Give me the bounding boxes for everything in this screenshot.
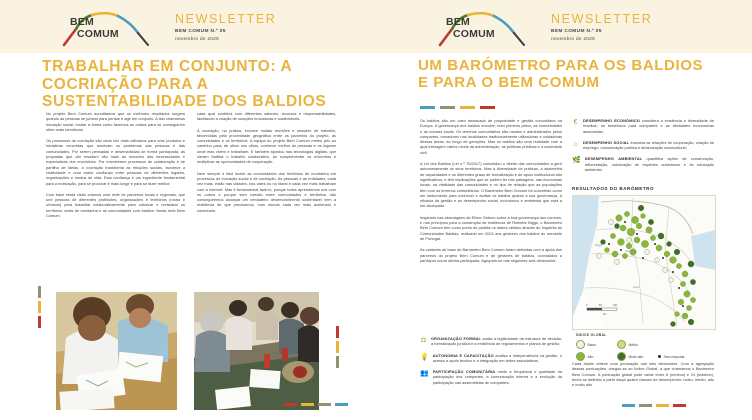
list-item xyxy=(420,353,562,364)
svg-text:100: 100 xyxy=(613,304,617,307)
svg-text:Braga: Braga xyxy=(595,244,602,247)
list-item-text xyxy=(583,140,714,151)
bottom-dashes-p2 xyxy=(622,404,686,407)
list-item xyxy=(572,156,714,172)
results-section-title: RESULTADOS DO BARÓMETRO xyxy=(572,186,655,191)
paragraph: Nem sempre é fácil incluir as comunidades dos territórios de montanha em processos de inovação social e de cocriação. As pessoas e as entidades, cada vez mais, estão nas cidades, nos vales ou no litoral e cada vez mais trabalham com a Internet. Mas é fundamental fazê-lo, porque todos aprendemos uns com os outros e porque sem coesão entre comunidades e territórios não conseguiremos alcançar um verdadeiro desenvolvimento sustentável nem a resiliência de que precisamos, num mundo cada vez mais acelerado e conectado. xyxy=(197,170,336,213)
newsletter-label: NEWSLETTER xyxy=(175,12,277,26)
legend-swatch xyxy=(658,355,661,358)
list-item-text xyxy=(583,118,714,134)
list-item-text xyxy=(433,369,562,385)
logo-wordmark xyxy=(446,17,495,39)
list-item-body: analisa a independência na gestão, o acesso a apoio técnico e a integração em redes associativas; xyxy=(432,352,562,363)
paragraph: A cocriação, na prática, envolve muitas reuniões e sessões de trabalho, favorecidas pela proximidade geográfica entre os parceiros do projeto, as comunidades e os territórios. A equipa do projeto Bem Comum meteu pés ao caminho para, de olhos nos olhos, conhecer melhor as pessoas e os lugares onde elas vivem e trabalham. E também apostou nas tecnologias digitais, que vieram facilitar o trabalho colaborativo, ao complementar os encontros e multiplicar as oportunidades de cooperação. xyxy=(197,127,336,165)
svg-text:Viseu: Viseu xyxy=(633,286,640,289)
balanca-icon: ⚖ xyxy=(420,337,427,344)
list-item-title: DESEMPENHO AMBIENTAL xyxy=(584,156,643,162)
folha-icon: 🌿 xyxy=(572,157,581,165)
legend-swatch xyxy=(576,352,585,361)
list-item xyxy=(572,118,714,134)
bottom-dashes-p1 xyxy=(284,403,348,406)
column-left-p2 xyxy=(420,118,562,269)
legend-swatch xyxy=(617,352,626,361)
legend-item-medio xyxy=(617,340,655,349)
column-right-p1 xyxy=(197,111,336,224)
paragraph: Com base nesta visão criamos uma rede de parceiros locais e regionais, que une pessoas de diferentes profissões, organizações e territórios (rurais e urbanos) para trabalhar colaborativamente para valorizar e revitalizar os territórios rurais de montanha e as comunidades com baldios. Nesta rede Bem Comum xyxy=(46,191,185,219)
logo-word-2: COMUM xyxy=(77,28,119,40)
svg-text:km: km xyxy=(603,313,607,316)
list-item xyxy=(420,369,562,385)
legend-label: Médio xyxy=(628,342,638,347)
body-columns-p1 xyxy=(46,111,336,224)
issue-number: BEM COMUM N.º 05 xyxy=(175,29,226,34)
logo-word-2: COMUM xyxy=(453,28,495,40)
list-item-body: quantifica ações de conservação, reflorestação, valorização de espécies autóctones e de educação ambiental. xyxy=(584,156,714,173)
list-item-body: avalia a legitimidade da estrutura de decisão, a formalização jurídica e a existência de regulamentos e planos de gestão; xyxy=(431,336,562,347)
list-item-title: DESEMPENHO ECONÓMICO xyxy=(583,118,640,123)
masthead-page-2 xyxy=(376,0,752,53)
list-item-body: mede a frequência e qualidade da participação dos compartes, a comunicação interna e a evolução da participação nas assembleias de compartes; xyxy=(432,369,562,385)
paragraph: cada qual contribui com diferentes saberes, recursos e responsabilidades, facilitando a criação de soluções inovadoras e sustentáveis. xyxy=(197,111,336,122)
map-legend xyxy=(576,333,716,364)
page-title: TRABALHAR EM CONJUNTO: A COCRIAÇÃO PARA A SUSTENTABILIDADE DOS BALDIOS xyxy=(42,58,327,110)
moeda-icon: € xyxy=(573,119,578,126)
list-item-text xyxy=(431,336,562,347)
page-2 xyxy=(376,0,752,420)
issue-date: novembro de 2025 xyxy=(175,37,220,42)
right-accent-bars-p1 xyxy=(336,326,339,368)
list-item-text xyxy=(433,353,562,364)
legend-row xyxy=(576,340,716,349)
legend-label: Baixo xyxy=(587,342,596,347)
column-left-p1 xyxy=(46,111,185,224)
logo-word-1: BEM xyxy=(446,16,470,28)
title-dashes-p2 xyxy=(420,106,495,109)
photo-illustration xyxy=(194,292,319,410)
barometro-caption: Cada baldio obteve uma pontuação nas seis dimensões. Com a agregação dessas pontuações, chegou-se ao Índice Global, a que chamámos o Barómetro Bem Comum. A pontuação global pode variar entre 6 (mínimo) e 24 (máximo), tendo se definido a partir daqui quatro classes de desempenho: baixo, médio, alto e muito alto. xyxy=(572,361,714,388)
masthead-page-1 xyxy=(0,0,376,53)
list-item xyxy=(572,140,714,151)
left-accent-bars-p1 xyxy=(38,286,41,328)
legend-title: ÍNDICE GLOBAL xyxy=(576,333,607,337)
paragraph: Os processos de cocriação são cada vez mais utilizados para criar produtos e iniciativas concretas que resolvam os problemas das pessoas e das comunidades. Por serem pensadas e desenvolvidas de forma participada, as propostas que daí resultam vão mais ao encontro das necessidades e expectativas dos envolvidos. Por envolverem processos de colaboração e de partilha de ideias, a cocriação transforma as relações sociais, favorece a criatividade e uma maior confiança entre pessoas de diferentes lugares, organizações e modos de vida. Esta confiança é um ingrediente fundamental para a motivação, para se procurar ir mais longe e para se fazer melhor. xyxy=(46,138,185,186)
logo-wordmark xyxy=(70,17,119,39)
list-item xyxy=(420,336,562,347)
svg-text:50: 50 xyxy=(599,304,602,307)
photo-illustration xyxy=(56,292,177,410)
legend-label: Alto xyxy=(587,354,594,359)
legend-item-baixo xyxy=(576,340,614,349)
list-item-body: considera a existência e diversidade de receitas, os benefícios para compartes e as atividades económicas associadas; xyxy=(583,118,714,134)
list-item-title: ORGANIZAÇÃO FORMAL xyxy=(431,336,482,341)
legend-item-alto xyxy=(576,352,614,361)
photo-sessao-trabalho xyxy=(194,292,319,410)
list-item-title: DESEMPENHO SOCIAL xyxy=(583,139,630,145)
list-item-title: PARTICIPAÇÃO COMUNITÁRIA xyxy=(432,369,496,375)
legend-label: Muito alto xyxy=(628,354,644,359)
masthead-text-block xyxy=(551,13,652,43)
page-title: UM BARÓMETRO PARA OS BALDIOS E PARA O BEM COMUM xyxy=(418,57,704,91)
casa-icon: ⌂ xyxy=(573,140,578,148)
logo-word-1: BEM xyxy=(70,16,94,28)
photo-cocriacao-mapas xyxy=(56,292,177,410)
legend-item-sem-resposta xyxy=(658,355,684,359)
issue-date: novembro de 2025 xyxy=(551,37,596,42)
bem-comum-logo xyxy=(432,9,542,47)
pessoas-icon: 👥 xyxy=(420,370,429,378)
paragraph: A Lei dos Baldios (Lei n.º 75/2017) consolidou o direito das comunidades a gerir autonomamente os seus territórios. Mas a diversidade de práticas, a assimetria de capacidades e os diferentes graus de formalização e de apoio institucional são significativos, e têm implicações que se podem ler nas paisagens, nas economias locais, na vitalidade das comunidades e no tipo de relação que as populações têm com os terrenos comunitários. O Barómetro Bem Comum foi concebido como um instrumento para conhecer e avaliar os baldios quanto à sua governança, à eficácia da gestão e ao desempenho social, económico e ambiental que está a ser alcançado. xyxy=(420,161,562,209)
paragraph: No projeto Bem Comum acreditamos que os melhores resultados surgem quando as pessoas se juntam para pensar e agir em conjunto. A isto chamamos inovação social: mudar a forma como fazemos as coisas para se conseguirem obter mais benefícios. xyxy=(46,111,185,132)
lampada-icon: 💡 xyxy=(420,353,429,361)
legend-label: Sem resposta xyxy=(663,354,685,359)
paragraph: Inspirado nas abordagens de Elinor Ostrom sobre a boa governança dos comuns, e nos princípios para a construção de resiliência de Reinette Biggs, o Barómetro Bem Comum tem como ponto de partida os dados obtidos através do Inquérito às Comunidades Baldias, realizado em 2024 aos gestores dos baldios do noroeste de Portugal. xyxy=(420,214,562,241)
map-graphic xyxy=(573,196,715,329)
paragraph: Os baldios são um caso destacado de propriedade e gestão comunitária na Europa. A governança dos baldios envolve, num primeiro plano, as comunidades e as normas locais. Os terrenos comunitários são usados e administrados pelos compartes, moradores nas localidades tradicionalmente utilizadoras e cuidadoras dessas áreas, ao longo de gerações. Mas os baldios são uma realidade com a qual interagem vários níveis da administração, as políticas públicas e a sociedade civil. xyxy=(420,118,562,155)
legend-row xyxy=(576,352,716,361)
newsletter-label: NEWSLETTER xyxy=(551,12,653,26)
list-item-body: examina as relações de cooperação, criação de emprego, comunicação pública e dinamização sociocultural; xyxy=(583,139,714,151)
masthead-text-block xyxy=(175,13,276,43)
list-item-text xyxy=(585,156,714,172)
bem-comum-logo xyxy=(56,9,166,47)
svg-text:0: 0 xyxy=(586,304,588,307)
legend-swatch xyxy=(617,340,626,349)
svg-text:Vila Real: Vila Real xyxy=(625,250,636,253)
legend-swatch xyxy=(576,340,585,349)
list-item-title: AUTONOMIA E CAPACITAÇÃO xyxy=(432,352,494,358)
barometro-map xyxy=(572,195,716,330)
paragraph: As variáveis de base do Barómetro Bem Comum foram definidas com a ajuda dos parceiros do projeto Bem Comum e de gestores de baldios, convidados a participar numa oficina participada. Agrupam-se nas seguintes seis dimensões: xyxy=(420,247,562,263)
dimensions-list-left xyxy=(420,336,562,391)
issue-number: BEM COMUM N.º 05 xyxy=(551,29,602,34)
dimensions-list-right xyxy=(572,118,714,178)
legend-item-muito-alto xyxy=(617,352,655,361)
